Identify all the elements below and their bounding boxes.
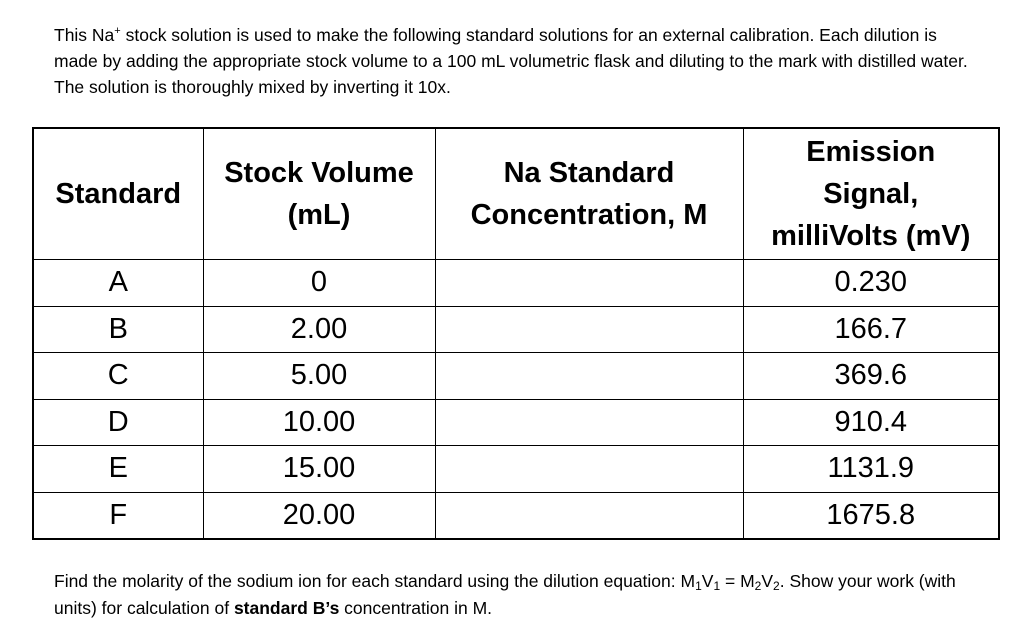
na-plus-superscript: + <box>114 25 121 37</box>
cell-standard: C <box>33 353 203 400</box>
header-stock-volume: Stock Volume (mL) <box>203 128 435 260</box>
cell-standard: F <box>33 492 203 539</box>
question-paragraph: Find the molarity of the sodium ion for each standard using the dilution equation: $M_1V_1 = M_2V_2$. Show your work (with units) for calculation of standard B’s concentration in M. <box>54 571 956 618</box>
cell-concentration[interactable] <box>435 446 743 493</box>
cell-stock-volume: 0 <box>203 260 435 307</box>
header-na-concentration: Na Standard Concentration, M <box>435 128 743 260</box>
cell-stock-volume: 5.00 <box>203 353 435 400</box>
cell-stock-volume: 20.00 <box>203 492 435 539</box>
cell-concentration[interactable] <box>435 260 743 307</box>
cell-signal: 1675.8 <box>743 492 999 539</box>
cell-signal: 0.230 <box>743 260 999 307</box>
cell-standard: A <box>33 260 203 307</box>
cell-standard: D <box>33 399 203 446</box>
table-row <box>33 492 999 539</box>
cell-signal: 369.6 <box>743 353 999 400</box>
header-emission-signal: Emission Signal, milliVolts (mV) <box>743 128 999 260</box>
header-standard: Standard <box>33 128 203 260</box>
cell-signal: 910.4 <box>743 399 999 446</box>
cell-signal: 166.7 <box>743 306 999 353</box>
cell-concentration[interactable] <box>435 399 743 446</box>
cell-concentration[interactable] <box>435 353 743 400</box>
table-row <box>33 306 999 353</box>
cell-stock-volume: 2.00 <box>203 306 435 353</box>
table-header-row <box>33 128 999 260</box>
cell-standard: B <box>33 306 203 353</box>
table-row <box>33 446 999 493</box>
cell-concentration[interactable] <box>435 306 743 353</box>
intro-text-part2: stock solution is used to make the following standard solutions for an external calibration. Each dilution is made by adding the appropriate stock volume to a 100 mL volumetric flask and diluting to the mark with distilled water. The solution is thoroughly mixed by inverting it 10x. <box>54 25 968 97</box>
instructions-paragraph <box>54 22 984 100</box>
cell-stock-volume: 15.00 <box>203 446 435 493</box>
cell-stock-volume: 10.00 <box>203 399 435 446</box>
table-row <box>33 260 999 307</box>
intro-text-part1: This Na <box>54 25 115 45</box>
cell-standard: E <box>33 446 203 493</box>
cell-concentration[interactable] <box>435 492 743 539</box>
table-row <box>33 399 999 446</box>
table-row <box>33 353 999 400</box>
emphasis-standard-b: standard B’s <box>233 598 340 618</box>
cell-signal: 1131.9 <box>743 446 999 493</box>
standards-table <box>32 127 1000 540</box>
